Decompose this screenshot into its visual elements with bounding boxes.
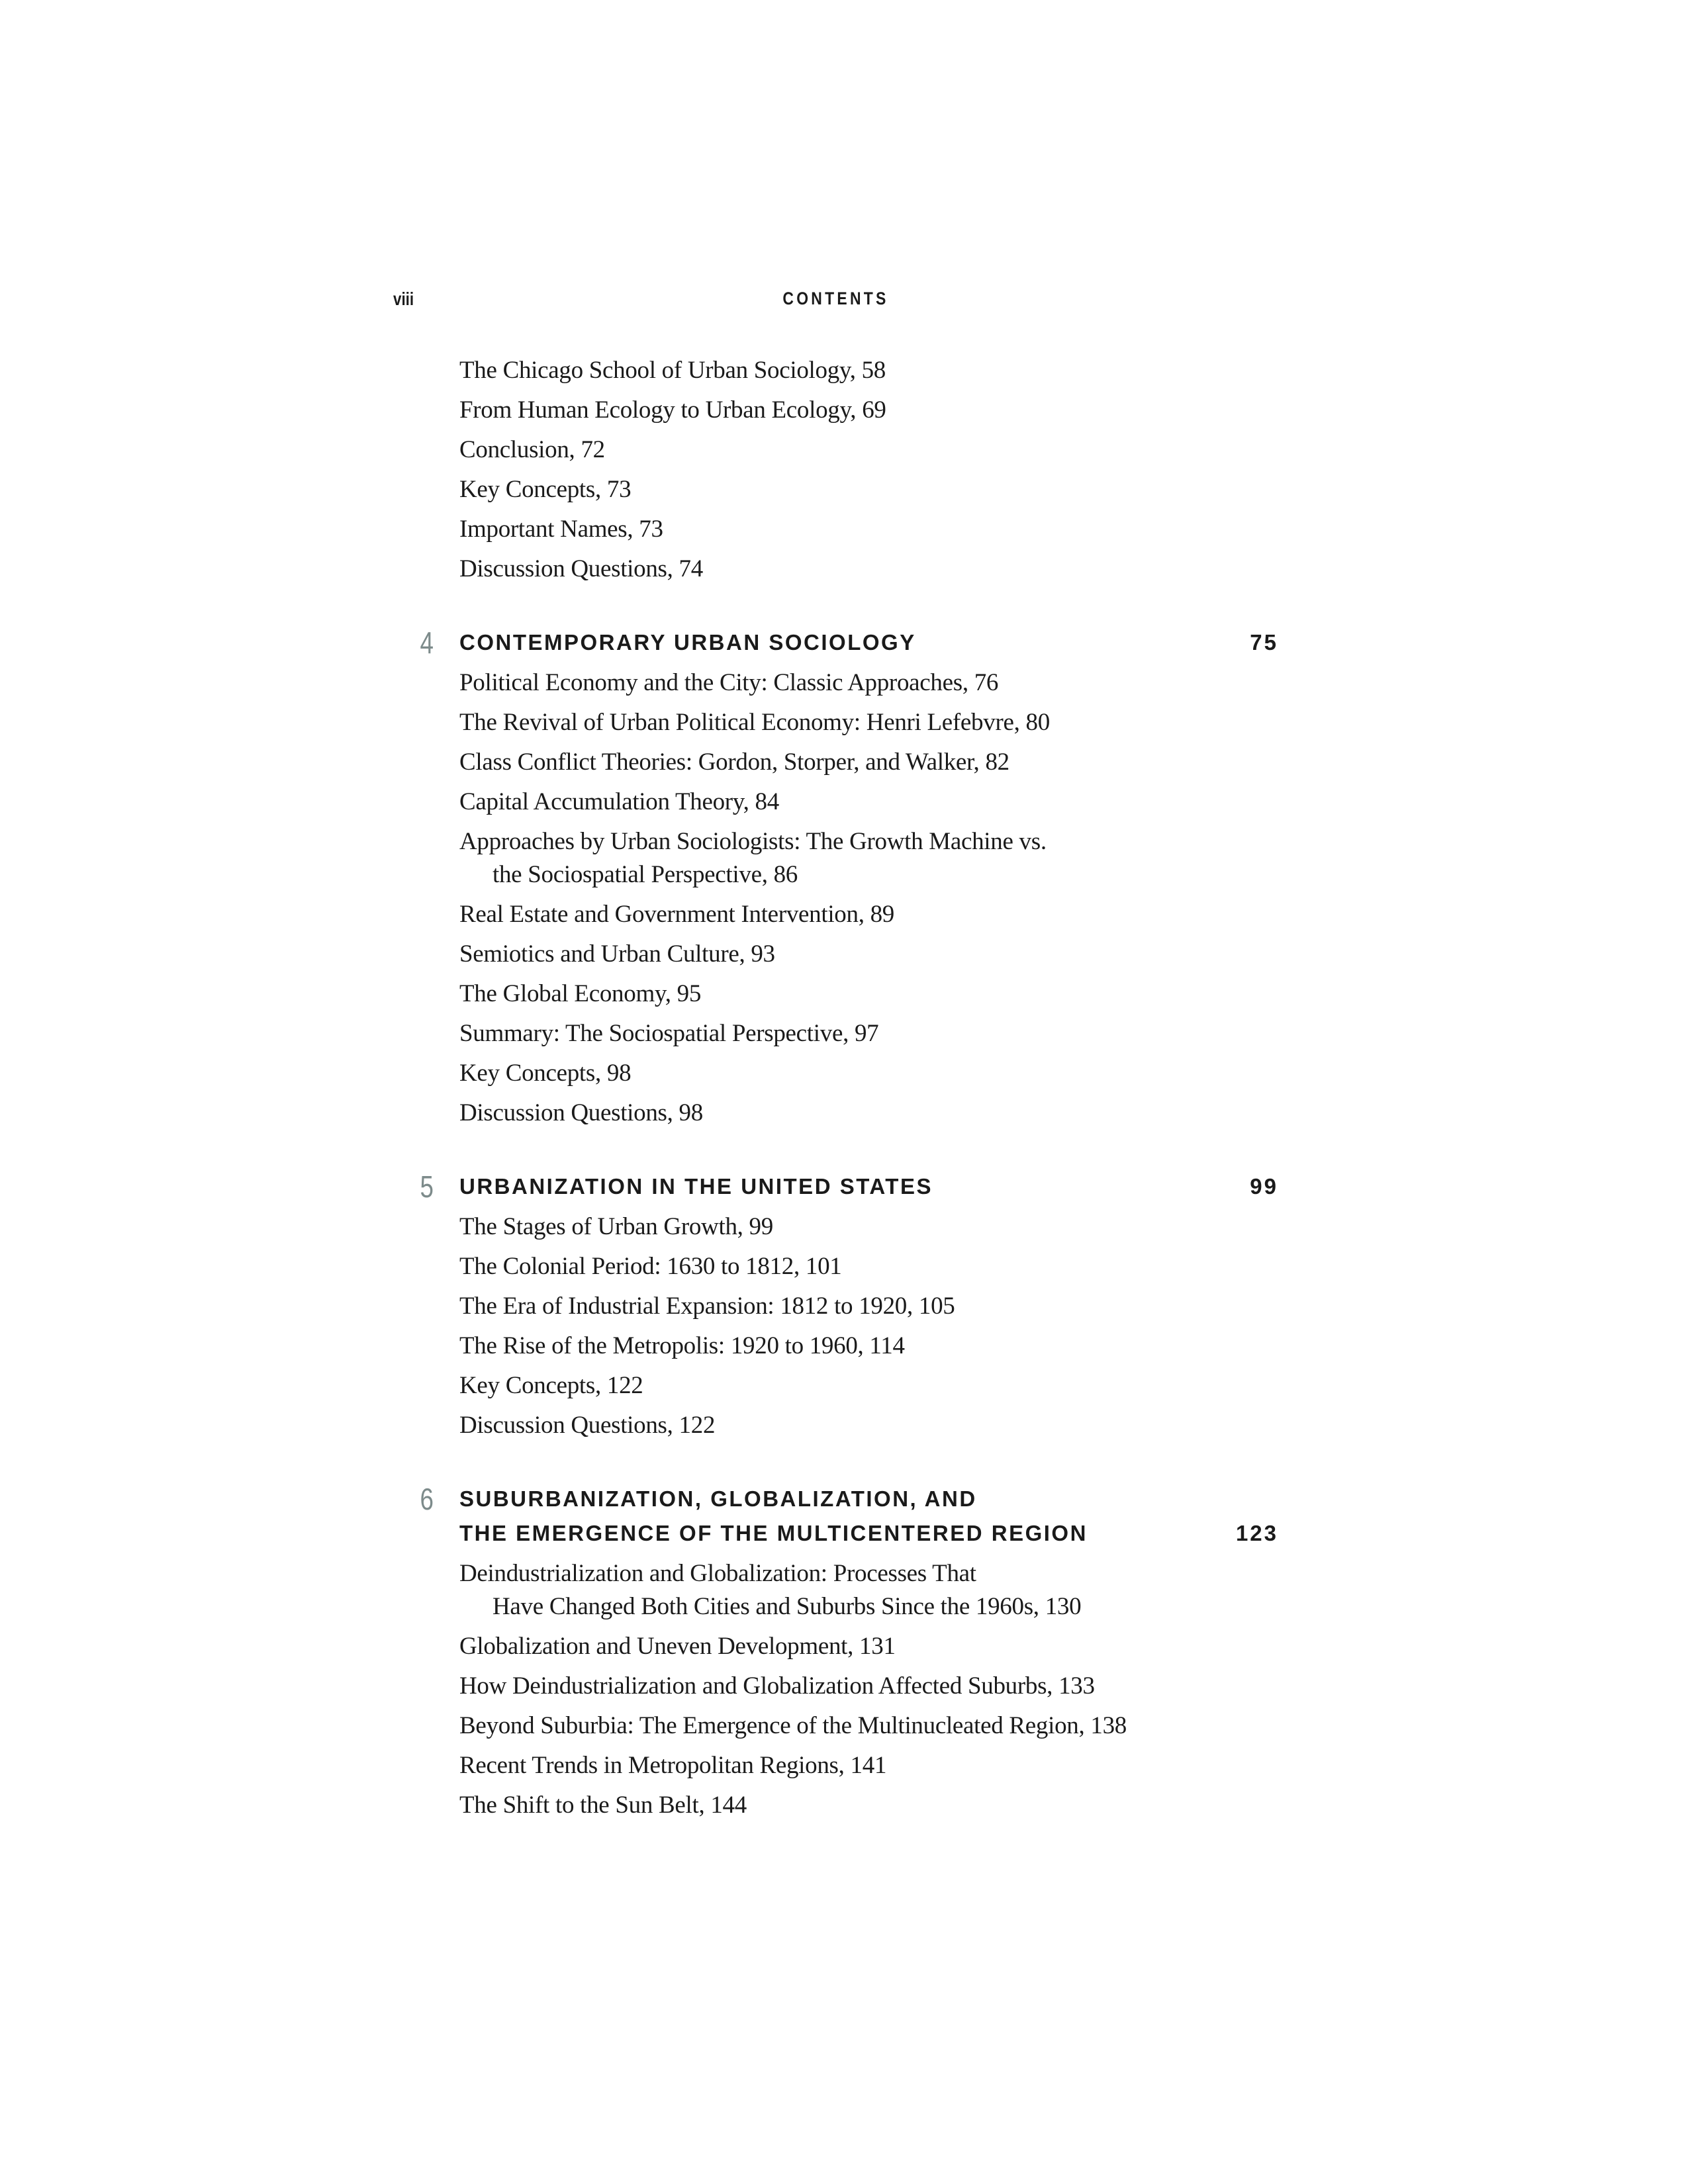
chapter-title: CONTEMPORARY URBAN SOCIOLOGY bbox=[459, 630, 916, 655]
chapter-number: 6 bbox=[420, 1482, 434, 1516]
chapter-heading-6 bbox=[393, 1482, 1278, 1551]
toc-entry: Key Concepts, 122 bbox=[459, 1372, 643, 1399]
toc-entry: Political Economy and the City: Classic Approaches, 76 bbox=[459, 669, 999, 696]
chapter-page: 99 bbox=[1250, 1174, 1278, 1199]
chapter-heading-4 bbox=[393, 625, 1278, 660]
chapter-title-line: SUBURBANIZATION, GLOBALIZATION, AND bbox=[459, 1486, 977, 1511]
page-number: viii bbox=[393, 289, 414, 309]
toc-entry: How Deindustrialization and Globalization Affected Suburbs, 133 bbox=[459, 1672, 1095, 1700]
toc-entry: The Revival of Urban Political Economy: Henri Lefebvre, 80 bbox=[459, 709, 1050, 736]
chapter-heading-5 bbox=[393, 1169, 1278, 1204]
toc-entry: Summary: The Sociospatial Perspective, 97 bbox=[459, 1020, 879, 1047]
toc-entry: Globalization and Uneven Development, 131 bbox=[459, 1633, 896, 1660]
toc-entry: Discussion Questions, 122 bbox=[459, 1412, 716, 1439]
toc-entry bbox=[393, 825, 1278, 891]
toc-entry: Discussion Questions, 74 bbox=[459, 555, 703, 582]
toc-entry: Discussion Questions, 98 bbox=[459, 1099, 703, 1126]
chapter-page: 123 bbox=[1235, 1521, 1278, 1545]
toc-entry: The Chicago School of Urban Sociology, 58 bbox=[459, 357, 886, 384]
chapter-title-line: THE EMERGENCE OF THE MULTICENTERED REGION bbox=[459, 1521, 1088, 1545]
toc-entry: From Human Ecology to Urban Ecology, 69 bbox=[459, 396, 886, 424]
chapter-page: 75 bbox=[1250, 630, 1278, 655]
toc-entry: The Stages of Urban Growth, 99 bbox=[459, 1213, 773, 1240]
running-header bbox=[393, 289, 1278, 318]
toc-entry: The Era of Industrial Expansion: 1812 to 1920, 105 bbox=[459, 1293, 955, 1320]
toc-entry: Capital Accumulation Theory, 84 bbox=[459, 788, 779, 815]
toc-entry-continuation: Have Changed Both Cities and Suburbs Since the 1960s, 130 bbox=[492, 1593, 1082, 1620]
toc-entry-continuation: the Sociospatial Perspective, 86 bbox=[492, 861, 798, 888]
toc-entry: Semiotics and Urban Culture, 93 bbox=[459, 940, 775, 968]
toc-entry: Conclusion, 72 bbox=[459, 436, 605, 463]
running-head-title: CONTENTS bbox=[782, 289, 889, 308]
toc-entry: Beyond Suburbia: The Emergence of the Multinucleated Region, 138 bbox=[459, 1712, 1127, 1739]
toc-entry: Class Conflict Theories: Gordon, Storper, and Walker, 82 bbox=[459, 749, 1009, 776]
toc-entry-line: Deindustrialization and Globalization: Processes That bbox=[459, 1560, 976, 1587]
toc-entry: The Colonial Period: 1630 to 1812, 101 bbox=[459, 1253, 842, 1280]
toc-entry: The Global Economy, 95 bbox=[459, 980, 702, 1007]
toc-entry-line: Approaches by Urban Sociologists: The Growth Machine vs. bbox=[459, 828, 1047, 855]
chapter-number: 4 bbox=[420, 625, 434, 660]
chapter-number: 5 bbox=[420, 1169, 434, 1204]
chapter-title: URBANIZATION IN THE UNITED STATES bbox=[459, 1174, 933, 1199]
toc-entry: The Shift to the Sun Belt, 144 bbox=[459, 1792, 747, 1819]
toc-entry: Key Concepts, 98 bbox=[459, 1060, 632, 1087]
toc-entry: Key Concepts, 73 bbox=[459, 476, 632, 503]
table-of-contents bbox=[393, 347, 1278, 1822]
toc-entry bbox=[393, 1557, 1278, 1623]
toc-entry: Recent Trends in Metropolitan Regions, 141 bbox=[459, 1752, 887, 1779]
toc-entry: Important Names, 73 bbox=[459, 516, 663, 543]
toc-entry: The Rise of the Metropolis: 1920 to 1960, 114 bbox=[459, 1332, 905, 1359]
toc-entry: Real Estate and Government Intervention, 89 bbox=[459, 901, 895, 928]
